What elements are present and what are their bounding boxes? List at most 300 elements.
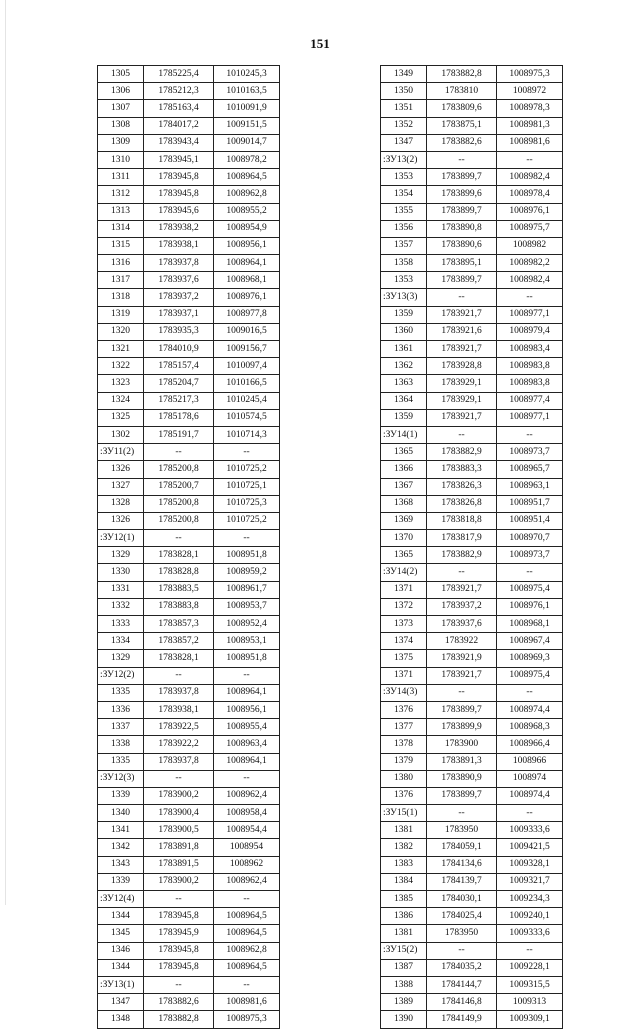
point-number-cell: 1366 xyxy=(381,461,427,478)
x-coordinate-cell: 1783891,3 xyxy=(427,753,497,770)
y-coordinate-cell: 1008969,3 xyxy=(497,650,563,667)
y-coordinate-cell: 1008977,1 xyxy=(497,306,563,323)
table-row xyxy=(381,891,563,908)
section-label-cell: :ЗУ13(2) xyxy=(381,151,427,168)
y-coordinate-cell: -- xyxy=(497,564,563,581)
coordinates-table-left-body xyxy=(98,66,280,1029)
section-header-row xyxy=(98,444,280,461)
table-row xyxy=(98,805,280,822)
point-number-cell: 1353 xyxy=(381,272,427,289)
y-coordinate-cell: -- xyxy=(214,667,280,684)
x-coordinate-cell: 1783899,7 xyxy=(427,787,497,804)
point-number-cell: 1364 xyxy=(381,392,427,409)
point-number-cell: 1349 xyxy=(381,66,427,83)
x-coordinate-cell: 1783921,7 xyxy=(427,306,497,323)
point-number-cell: 1381 xyxy=(381,925,427,942)
table-row xyxy=(381,169,563,186)
y-coordinate-cell: 1008976,1 xyxy=(497,203,563,220)
section-label-cell: :ЗУ12(4) xyxy=(98,891,144,908)
x-coordinate-cell: 1784139,7 xyxy=(427,873,497,890)
table-row xyxy=(98,255,280,272)
x-coordinate-cell: -- xyxy=(144,770,214,787)
coordinates-table-right-body xyxy=(381,66,563,1029)
table-row xyxy=(98,908,280,925)
point-number-cell: 1377 xyxy=(381,719,427,736)
point-number-cell: 1334 xyxy=(98,633,144,650)
table-row xyxy=(381,650,563,667)
section-header-row xyxy=(98,770,280,787)
point-number-cell: 1357 xyxy=(381,237,427,254)
table-row xyxy=(381,83,563,100)
x-coordinate-cell: 1783945,6 xyxy=(144,203,214,220)
y-coordinate-cell: 1008966 xyxy=(497,753,563,770)
y-coordinate-cell: 1008964,5 xyxy=(214,169,280,186)
x-coordinate-cell: 1783922 xyxy=(427,633,497,650)
point-number-cell: 1369 xyxy=(381,512,427,529)
table-row xyxy=(98,203,280,220)
y-coordinate-cell: 1008977,1 xyxy=(497,409,563,426)
point-number-cell: 1347 xyxy=(98,994,144,1011)
x-coordinate-cell: 1784035,2 xyxy=(427,959,497,976)
point-number-cell: 1308 xyxy=(98,117,144,134)
y-coordinate-cell: 1008953,7 xyxy=(214,598,280,615)
point-number-cell: 1313 xyxy=(98,203,144,220)
table-row xyxy=(98,719,280,736)
x-coordinate-cell: 1784010,9 xyxy=(144,341,214,358)
y-coordinate-cell: 1008958,4 xyxy=(214,805,280,822)
point-number-cell: 1325 xyxy=(98,409,144,426)
y-coordinate-cell: 1008981,6 xyxy=(214,994,280,1011)
x-coordinate-cell: 1785157,4 xyxy=(144,358,214,375)
table-row xyxy=(98,306,280,323)
x-coordinate-cell: 1783828,8 xyxy=(144,564,214,581)
point-number-cell: 1350 xyxy=(381,83,427,100)
table-row xyxy=(381,117,563,134)
table-row xyxy=(98,392,280,409)
y-coordinate-cell: 1008961,7 xyxy=(214,581,280,598)
table-row xyxy=(98,375,280,392)
y-coordinate-cell: 1008954,9 xyxy=(214,220,280,237)
x-coordinate-cell: 1783899,7 xyxy=(427,169,497,186)
x-coordinate-cell: 1783899,6 xyxy=(427,186,497,203)
section-label-cell: :ЗУ12(2) xyxy=(98,667,144,684)
section-header-row xyxy=(381,805,563,822)
x-coordinate-cell: 1785200,8 xyxy=(144,461,214,478)
point-number-cell: 1307 xyxy=(98,100,144,117)
x-coordinate-cell: 1783882,8 xyxy=(427,66,497,83)
y-coordinate-cell: 1008975,3 xyxy=(214,1011,280,1028)
table-row xyxy=(98,169,280,186)
x-coordinate-cell: 1783945,8 xyxy=(144,959,214,976)
y-coordinate-cell: 1008970,7 xyxy=(497,530,563,547)
x-coordinate-cell: 1783929,1 xyxy=(427,392,497,409)
x-coordinate-cell: 1783921,7 xyxy=(427,581,497,598)
table-row xyxy=(98,409,280,426)
y-coordinate-cell: 1008964,5 xyxy=(214,908,280,925)
y-coordinate-cell: 1008968,1 xyxy=(214,272,280,289)
table-row xyxy=(98,220,280,237)
y-coordinate-cell: 1008951,4 xyxy=(497,512,563,529)
x-coordinate-cell: -- xyxy=(144,444,214,461)
x-coordinate-cell: 1783810 xyxy=(427,83,497,100)
point-number-cell: 1310 xyxy=(98,151,144,168)
x-coordinate-cell: 1783899,9 xyxy=(427,719,497,736)
x-coordinate-cell: 1783922,2 xyxy=(144,736,214,753)
point-number-cell: 1324 xyxy=(98,392,144,409)
x-coordinate-cell: 1784059,1 xyxy=(427,839,497,856)
y-coordinate-cell: 1009333,6 xyxy=(497,822,563,839)
table-row xyxy=(381,375,563,392)
table-row xyxy=(98,134,280,151)
x-coordinate-cell: 1784134,6 xyxy=(427,856,497,873)
y-coordinate-cell: 1008982,2 xyxy=(497,255,563,272)
point-number-cell: 1379 xyxy=(381,753,427,770)
x-coordinate-cell: 1785212,3 xyxy=(144,83,214,100)
y-coordinate-cell: 1009313 xyxy=(497,994,563,1011)
y-coordinate-cell: 1008962,8 xyxy=(214,186,280,203)
x-coordinate-cell: 1783828,1 xyxy=(144,650,214,667)
x-coordinate-cell: 1784146,8 xyxy=(427,994,497,1011)
x-coordinate-cell: -- xyxy=(427,684,497,701)
section-label-cell: :ЗУ15(2) xyxy=(381,942,427,959)
x-coordinate-cell: 1783900 xyxy=(427,736,497,753)
y-coordinate-cell: 1008962,4 xyxy=(214,873,280,890)
point-number-cell: 1384 xyxy=(381,873,427,890)
x-coordinate-cell: 1783882,8 xyxy=(144,1011,214,1028)
section-label-cell: :ЗУ14(1) xyxy=(381,426,427,443)
x-coordinate-cell: 1783809,6 xyxy=(427,100,497,117)
coordinates-table-right xyxy=(380,65,563,1029)
y-coordinate-cell: 1010166,5 xyxy=(214,375,280,392)
y-coordinate-cell: 1008982 xyxy=(497,237,563,254)
x-coordinate-cell: 1783895,1 xyxy=(427,255,497,272)
y-coordinate-cell: 1009240,1 xyxy=(497,908,563,925)
table-row xyxy=(381,667,563,684)
x-coordinate-cell: 1785204,7 xyxy=(144,375,214,392)
x-coordinate-cell: 1783928,8 xyxy=(427,358,497,375)
y-coordinate-cell: 1008978,2 xyxy=(214,151,280,168)
x-coordinate-cell: 1783945,8 xyxy=(144,186,214,203)
point-number-cell: 1346 xyxy=(98,942,144,959)
point-number-cell: 1323 xyxy=(98,375,144,392)
table-row xyxy=(381,323,563,340)
point-number-cell: 1368 xyxy=(381,495,427,512)
point-number-cell: 1343 xyxy=(98,856,144,873)
table-row xyxy=(98,633,280,650)
x-coordinate-cell: 1784030,1 xyxy=(427,891,497,908)
table-row xyxy=(98,787,280,804)
point-number-cell: 1333 xyxy=(98,616,144,633)
y-coordinate-cell: 1008952,4 xyxy=(214,616,280,633)
y-coordinate-cell: 1008954,4 xyxy=(214,822,280,839)
x-coordinate-cell: 1783899,7 xyxy=(427,272,497,289)
x-coordinate-cell: 1783883,5 xyxy=(144,581,214,598)
point-number-cell: 1345 xyxy=(98,925,144,942)
x-coordinate-cell: 1783899,7 xyxy=(427,203,497,220)
y-coordinate-cell: 1010245,3 xyxy=(214,66,280,83)
table-row xyxy=(98,66,280,83)
y-coordinate-cell: 1008974,4 xyxy=(497,701,563,718)
section-label-cell: :ЗУ11(2) xyxy=(98,444,144,461)
y-coordinate-cell: 1008982,4 xyxy=(497,169,563,186)
point-number-cell: 1385 xyxy=(381,891,427,908)
x-coordinate-cell: 1783875,1 xyxy=(427,117,497,134)
y-coordinate-cell: 1008973,7 xyxy=(497,444,563,461)
point-number-cell: 1321 xyxy=(98,341,144,358)
section-label-cell: :ЗУ14(3) xyxy=(381,684,427,701)
table-row xyxy=(381,272,563,289)
x-coordinate-cell: 1783891,5 xyxy=(144,856,214,873)
table-row xyxy=(98,581,280,598)
point-number-cell: 1383 xyxy=(381,856,427,873)
x-coordinate-cell: -- xyxy=(427,289,497,306)
table-row xyxy=(381,598,563,615)
table-row xyxy=(381,701,563,718)
y-coordinate-cell: -- xyxy=(497,684,563,701)
y-coordinate-cell: 1008956,1 xyxy=(214,237,280,254)
y-coordinate-cell: 1009016,5 xyxy=(214,323,280,340)
table-row xyxy=(381,753,563,770)
point-number-cell: 1359 xyxy=(381,306,427,323)
table-row xyxy=(381,839,563,856)
table-row xyxy=(381,392,563,409)
point-number-cell: 1331 xyxy=(98,581,144,598)
table-row xyxy=(381,925,563,942)
point-number-cell: 1309 xyxy=(98,134,144,151)
y-coordinate-cell: 1008982,4 xyxy=(497,272,563,289)
x-coordinate-cell: 1783937,2 xyxy=(427,598,497,615)
point-number-cell: 1335 xyxy=(98,753,144,770)
x-coordinate-cell: 1783817,9 xyxy=(427,530,497,547)
point-number-cell: 1306 xyxy=(98,83,144,100)
coordinates-table-left xyxy=(97,65,280,1029)
x-coordinate-cell: 1783937,2 xyxy=(144,289,214,306)
point-number-cell: 1312 xyxy=(98,186,144,203)
point-number-cell: 1372 xyxy=(381,598,427,615)
y-coordinate-cell: 1008977,4 xyxy=(497,392,563,409)
point-number-cell: 1375 xyxy=(381,650,427,667)
table-row xyxy=(381,856,563,873)
table-row xyxy=(381,66,563,83)
point-number-cell: 1382 xyxy=(381,839,427,856)
y-coordinate-cell: 1008983,8 xyxy=(497,375,563,392)
y-coordinate-cell: -- xyxy=(497,151,563,168)
table-row xyxy=(98,856,280,873)
y-coordinate-cell: 1010163,5 xyxy=(214,83,280,100)
point-number-cell: 1330 xyxy=(98,564,144,581)
table-row xyxy=(381,203,563,220)
table-row xyxy=(381,770,563,787)
y-coordinate-cell: 1009333,6 xyxy=(497,925,563,942)
table-row xyxy=(98,736,280,753)
y-coordinate-cell: 1008951,7 xyxy=(497,495,563,512)
section-header-row xyxy=(98,891,280,908)
table-row xyxy=(98,151,280,168)
table-row xyxy=(98,650,280,667)
point-number-cell: 1338 xyxy=(98,736,144,753)
y-coordinate-cell: 1008981,6 xyxy=(497,134,563,151)
y-coordinate-cell: 1008975,4 xyxy=(497,667,563,684)
x-coordinate-cell: -- xyxy=(144,530,214,547)
y-coordinate-cell: 1008978,4 xyxy=(497,186,563,203)
y-coordinate-cell: 1008975,4 xyxy=(497,581,563,598)
point-number-cell: 1326 xyxy=(98,512,144,529)
y-coordinate-cell: 1008974 xyxy=(497,770,563,787)
point-number-cell: 1328 xyxy=(98,495,144,512)
table-row xyxy=(98,942,280,959)
x-coordinate-cell: 1785178,6 xyxy=(144,409,214,426)
x-coordinate-cell: -- xyxy=(427,805,497,822)
point-number-cell: 1302 xyxy=(98,426,144,443)
x-coordinate-cell: 1783882,6 xyxy=(427,134,497,151)
table-row xyxy=(381,787,563,804)
point-number-cell: 1332 xyxy=(98,598,144,615)
table-row xyxy=(381,976,563,993)
y-coordinate-cell: 1010714,3 xyxy=(214,426,280,443)
table-row xyxy=(381,547,563,564)
point-number-cell: 1371 xyxy=(381,581,427,598)
y-coordinate-cell: -- xyxy=(214,770,280,787)
point-number-cell: 1360 xyxy=(381,323,427,340)
point-number-cell: 1342 xyxy=(98,839,144,856)
x-coordinate-cell: 1783857,3 xyxy=(144,616,214,633)
table-row xyxy=(381,719,563,736)
point-number-cell: 1329 xyxy=(98,650,144,667)
point-number-cell: 1344 xyxy=(98,908,144,925)
x-coordinate-cell: 1783945,1 xyxy=(144,151,214,168)
x-coordinate-cell: 1783818,8 xyxy=(427,512,497,529)
x-coordinate-cell: 1783945,8 xyxy=(144,169,214,186)
table-row xyxy=(98,495,280,512)
point-number-cell: 1317 xyxy=(98,272,144,289)
point-number-cell: 1388 xyxy=(381,976,427,993)
point-number-cell: 1370 xyxy=(381,530,427,547)
y-coordinate-cell: 1008959,2 xyxy=(214,564,280,581)
table-row xyxy=(98,925,280,942)
y-coordinate-cell: 1008978,3 xyxy=(497,100,563,117)
table-row xyxy=(381,461,563,478)
x-coordinate-cell: 1783900,5 xyxy=(144,822,214,839)
y-coordinate-cell: 1009315,5 xyxy=(497,976,563,993)
table-row xyxy=(98,839,280,856)
table-row xyxy=(381,581,563,598)
x-coordinate-cell: 1783937,8 xyxy=(144,255,214,272)
table-row xyxy=(98,478,280,495)
point-number-cell: 1339 xyxy=(98,787,144,804)
x-coordinate-cell: 1784017,2 xyxy=(144,117,214,134)
y-coordinate-cell: 1008977,8 xyxy=(214,306,280,323)
y-coordinate-cell: 1008974,4 xyxy=(497,787,563,804)
table-row xyxy=(98,598,280,615)
section-header-row xyxy=(381,289,563,306)
table-row xyxy=(98,873,280,890)
y-coordinate-cell: 1009156,7 xyxy=(214,341,280,358)
y-coordinate-cell: -- xyxy=(497,289,563,306)
y-coordinate-cell: 1010725,1 xyxy=(214,478,280,495)
table-row xyxy=(381,100,563,117)
x-coordinate-cell: 1783943,4 xyxy=(144,134,214,151)
table-row xyxy=(98,1011,280,1028)
section-label-cell: :ЗУ13(1) xyxy=(98,976,144,993)
point-number-cell: 1376 xyxy=(381,787,427,804)
x-coordinate-cell: 1783857,2 xyxy=(144,633,214,650)
point-number-cell: 1316 xyxy=(98,255,144,272)
y-coordinate-cell: 1008964,5 xyxy=(214,959,280,976)
x-coordinate-cell: 1783826,3 xyxy=(427,478,497,495)
point-number-cell: 1390 xyxy=(381,1011,427,1028)
y-coordinate-cell: 1010725,3 xyxy=(214,495,280,512)
x-coordinate-cell: 1784025,4 xyxy=(427,908,497,925)
y-coordinate-cell: 1008963,4 xyxy=(214,736,280,753)
section-header-row xyxy=(98,530,280,547)
table-row xyxy=(381,959,563,976)
table-row xyxy=(98,564,280,581)
table-row xyxy=(98,186,280,203)
x-coordinate-cell: 1783950 xyxy=(427,925,497,942)
table-row xyxy=(381,478,563,495)
y-coordinate-cell: 1008951,8 xyxy=(214,650,280,667)
y-coordinate-cell: -- xyxy=(214,976,280,993)
page-number: 151 xyxy=(310,36,330,51)
x-coordinate-cell: 1783938,1 xyxy=(144,701,214,718)
table-row xyxy=(381,220,563,237)
point-number-cell: 1376 xyxy=(381,701,427,718)
x-coordinate-cell: 1783826,8 xyxy=(427,495,497,512)
y-coordinate-cell: 1008983,8 xyxy=(497,358,563,375)
table-row xyxy=(98,323,280,340)
table-row xyxy=(381,822,563,839)
point-number-cell: 1336 xyxy=(98,701,144,718)
section-label-cell: :ЗУ14(2) xyxy=(381,564,427,581)
y-coordinate-cell: 1009328,1 xyxy=(497,856,563,873)
table-row xyxy=(381,1011,563,1028)
point-number-cell: 1314 xyxy=(98,220,144,237)
x-coordinate-cell: -- xyxy=(427,564,497,581)
section-header-row xyxy=(98,667,280,684)
y-coordinate-cell: 1009228,1 xyxy=(497,959,563,976)
point-number-cell: 1319 xyxy=(98,306,144,323)
y-coordinate-cell: 1008975,3 xyxy=(497,66,563,83)
y-coordinate-cell: 1008967,4 xyxy=(497,633,563,650)
point-number-cell: 1367 xyxy=(381,478,427,495)
x-coordinate-cell: 1783938,2 xyxy=(144,220,214,237)
point-number-cell: 1344 xyxy=(98,959,144,976)
table-row xyxy=(381,341,563,358)
x-coordinate-cell: 1783937,8 xyxy=(144,753,214,770)
x-coordinate-cell: 1783883,3 xyxy=(427,461,497,478)
table-row xyxy=(381,512,563,529)
y-coordinate-cell: 1008951,8 xyxy=(214,547,280,564)
point-number-cell: 1315 xyxy=(98,237,144,254)
table-row xyxy=(98,547,280,564)
section-label-cell: :ЗУ15(1) xyxy=(381,805,427,822)
y-coordinate-cell: 1008955,4 xyxy=(214,719,280,736)
x-coordinate-cell: 1785191,7 xyxy=(144,426,214,443)
x-coordinate-cell: 1783882,9 xyxy=(427,547,497,564)
section-header-row xyxy=(381,151,563,168)
y-coordinate-cell: 1008963,1 xyxy=(497,478,563,495)
table-row xyxy=(381,495,563,512)
y-coordinate-cell: 1008954 xyxy=(214,839,280,856)
y-coordinate-cell: 1008975,7 xyxy=(497,220,563,237)
section-label-cell: :ЗУ12(1) xyxy=(98,530,144,547)
point-number-cell: 1374 xyxy=(381,633,427,650)
table-row xyxy=(98,100,280,117)
y-coordinate-cell: -- xyxy=(214,444,280,461)
x-coordinate-cell: 1783900,4 xyxy=(144,805,214,822)
point-number-cell: 1318 xyxy=(98,289,144,306)
y-coordinate-cell: 1008964,1 xyxy=(214,753,280,770)
